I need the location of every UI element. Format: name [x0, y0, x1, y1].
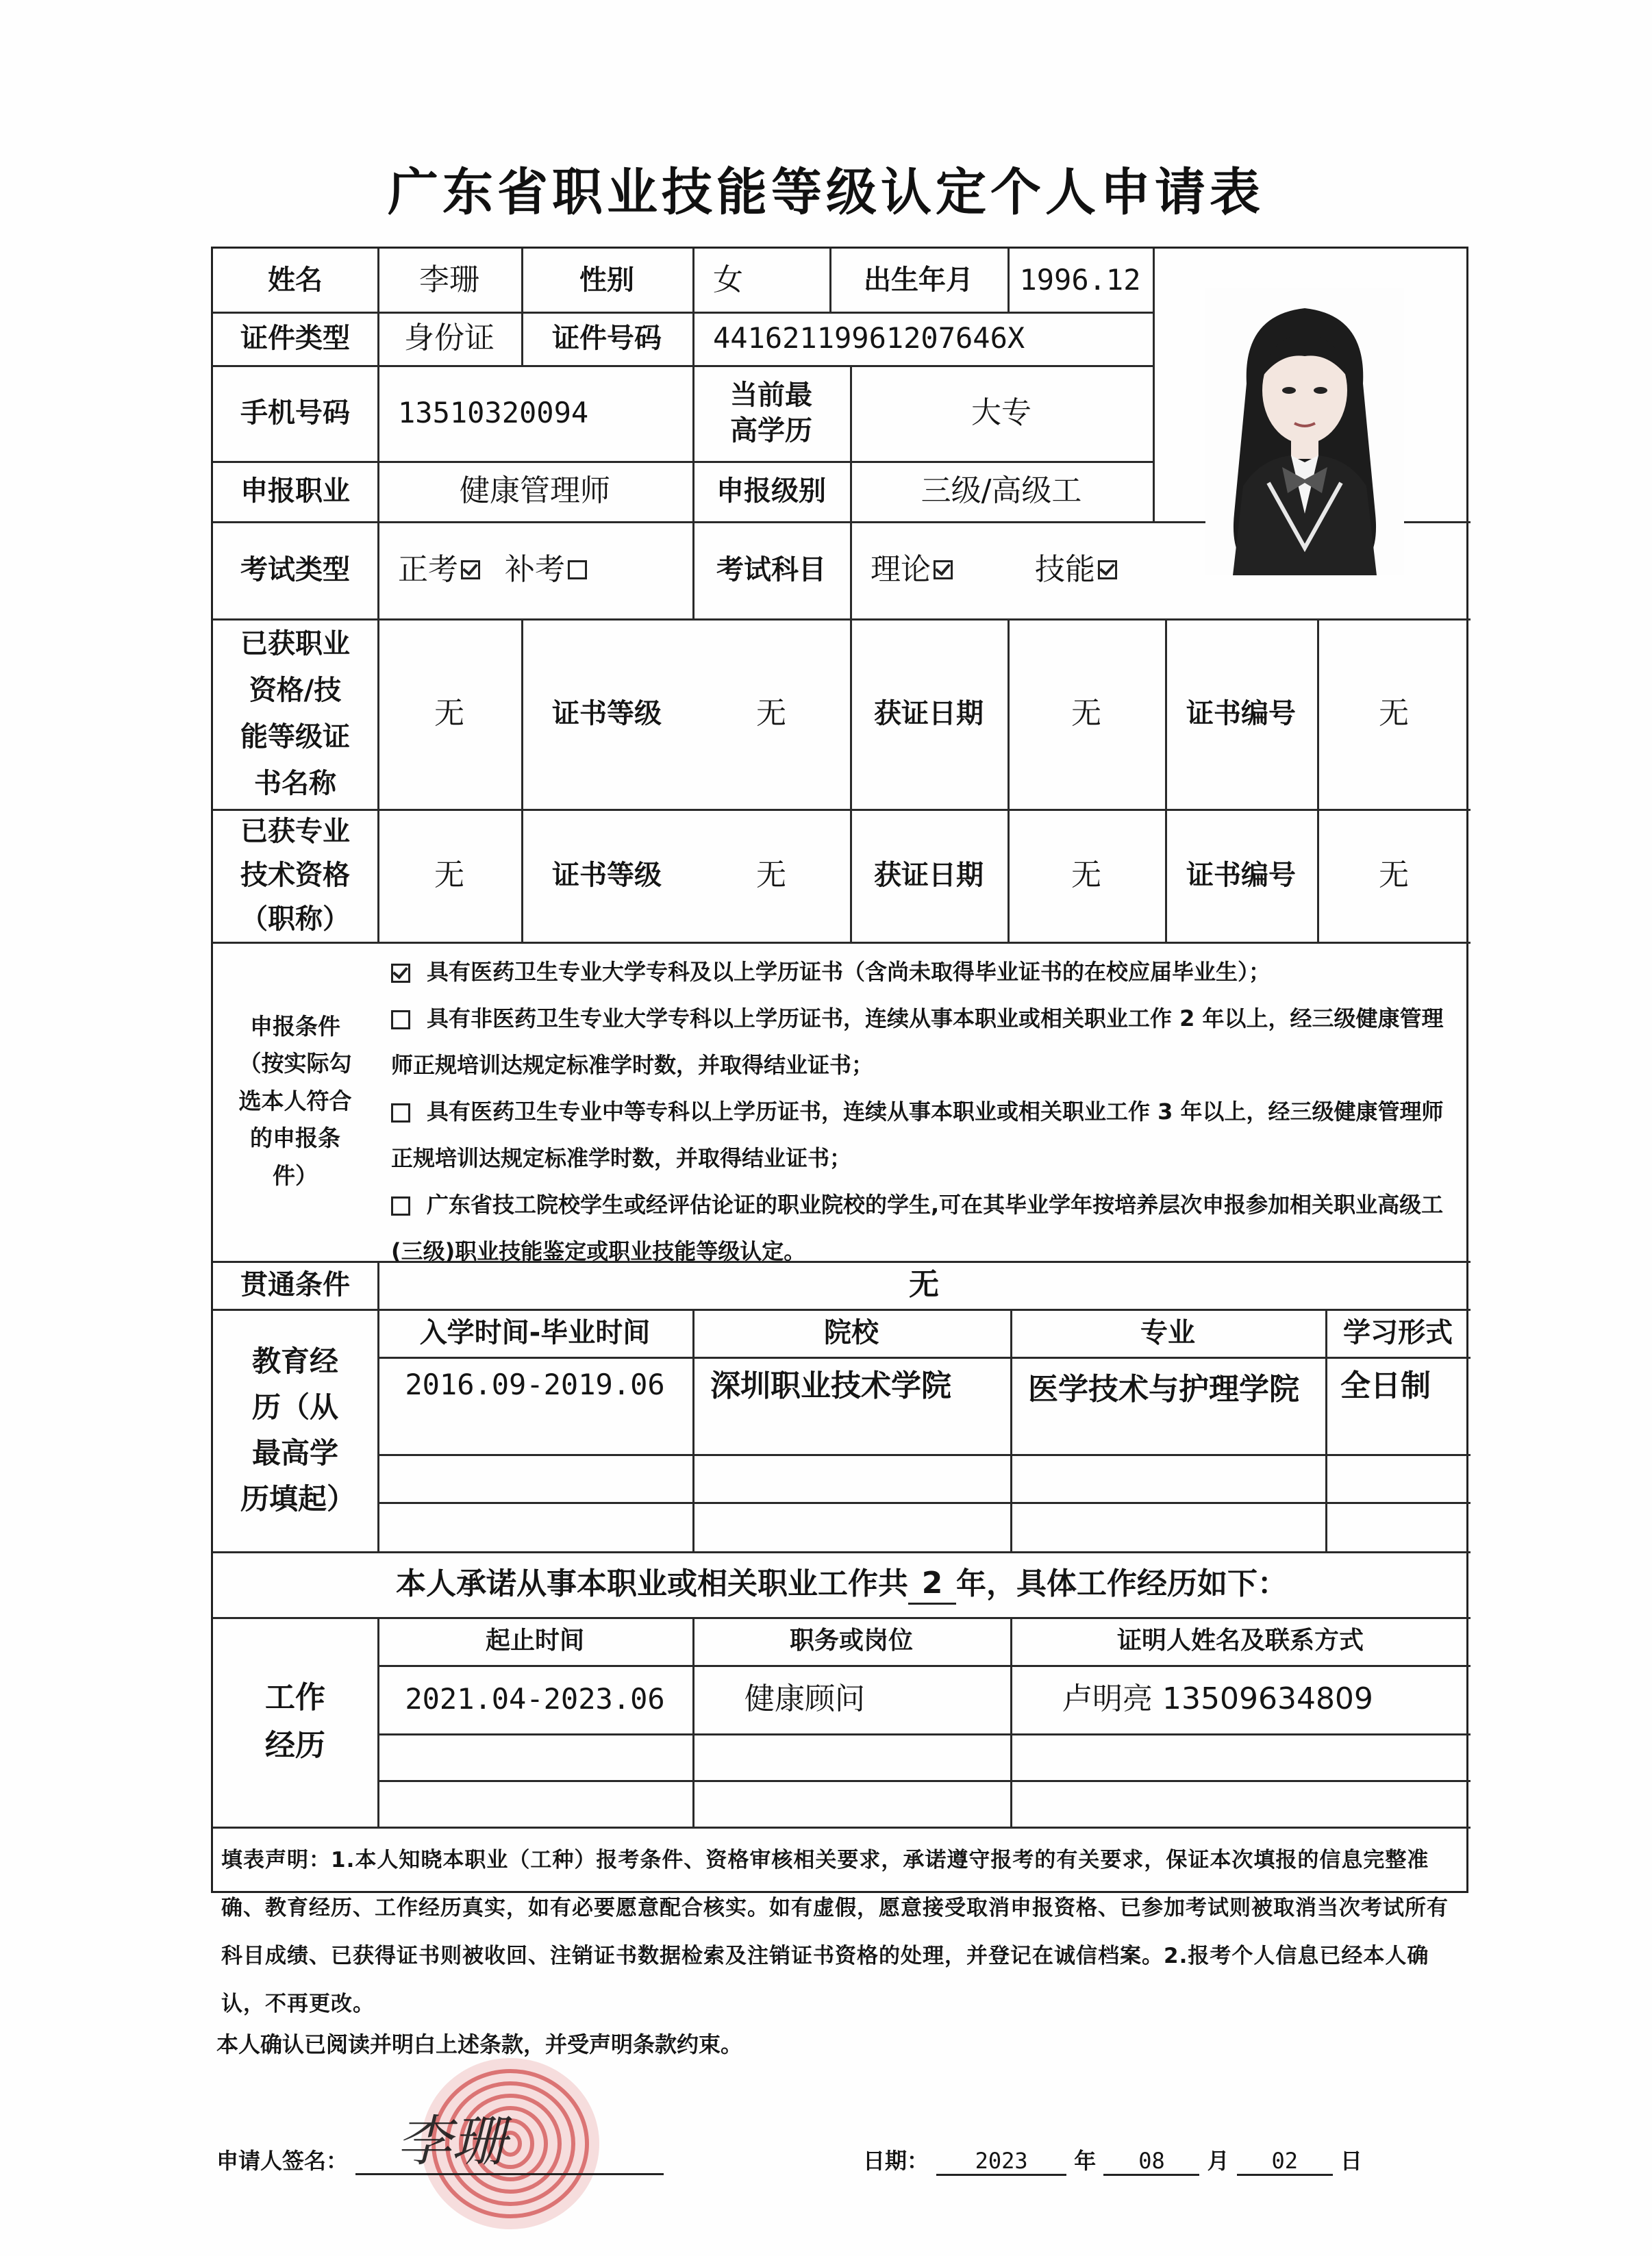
exam-type-bukao-label: 补考 — [505, 552, 565, 588]
conditions-label: 申报条件（按实际勾选本人符合的申报条件） — [238, 1012, 352, 1189]
birth-label: 出生年月 — [864, 264, 973, 296]
cert-row-2-date-label: 获证日期 — [874, 860, 984, 891]
zhengkao-checkbox[interactable] — [461, 560, 480, 579]
work-label: 工作经历 — [265, 1679, 325, 1763]
date-label: 日期： — [863, 2148, 929, 2174]
job-label: 申报职业 — [240, 475, 350, 507]
theory-label: 理论 — [871, 552, 931, 588]
level-label: 申报级别 — [716, 475, 826, 507]
exam-type-options — [377, 521, 692, 618]
condition-3-checkbox[interactable] — [391, 1103, 410, 1123]
work-row-position[interactable]: 健康顾问 — [744, 1681, 865, 1717]
form-title: 广东省职业技能等级认定个人申请表 — [388, 163, 1264, 222]
edu-field[interactable]: 大专 — [971, 395, 1031, 431]
job-field[interactable]: 健康管理师 — [460, 473, 610, 509]
date-row — [863, 2144, 1362, 2176]
promise-years-field[interactable]: 2 — [908, 1564, 956, 1605]
level-field[interactable]: 三级/高级工 — [921, 473, 1082, 509]
gender-field[interactable]: 女 — [713, 262, 743, 298]
year-unit: 年 — [1074, 2148, 1097, 2174]
condition-1-checkbox[interactable] — [391, 964, 410, 983]
through-field[interactable]: 无 — [909, 1267, 939, 1303]
birth-field[interactable]: 1996.12 — [1019, 262, 1141, 297]
gender-label: 性别 — [579, 264, 634, 296]
cert-row-2-label: 已获专业技术资格（职称） — [240, 816, 350, 935]
condition-2-text: 具有非医药卫生专业大学专科以上学历证书，连续从事本职业或相关职业工作 2 年以上，经三级健康管理师正规培训达规定标准学时数，并取得结业证书； — [391, 1005, 1444, 1078]
cert-row-2-grade-label: 证书等级 — [552, 860, 662, 891]
cert-row-2-date[interactable]: 无 — [1071, 857, 1101, 893]
cert-row-1-name[interactable]: 无 — [434, 696, 464, 731]
skill-checkbox[interactable] — [1098, 560, 1117, 579]
id-no-field[interactable]: 44162119961207646X — [713, 321, 1025, 355]
condition-3-text: 具有医药卫生专业中等专科以上学历证书，连续从事本职业或相关职业工作 3 年以上，经三级健康管理师正规培训达规定标准学时数，并取得结业证书； — [391, 1099, 1444, 1171]
work-row-reference[interactable]: 卢明亮 13509634809 — [1062, 1681, 1373, 1717]
date-year-field[interactable]: 2023 — [936, 2148, 1066, 2176]
date-day-field[interactable]: 02 — [1237, 2148, 1333, 2176]
edu-row-school[interactable]: 深圳职业技术学院 — [710, 1368, 951, 1403]
cert-row-1-grade[interactable]: 无 — [756, 696, 786, 731]
work-header-period: 起止时间 — [485, 1626, 584, 1655]
id-no-label: 证件号码 — [552, 323, 662, 354]
cert-row-1-date[interactable]: 无 — [1071, 696, 1101, 731]
confirm-text: 本人确认已阅读并明白上述条款，并受声明条款约束。 — [216, 2031, 743, 2057]
handwritten-signature: 李珊 — [397, 2109, 507, 2173]
condition-1-text: 具有医药卫生专业大学专科及以上学历证书（含尚未取得毕业证书的在校应届毕业生）； — [427, 959, 1271, 985]
edu-row-major[interactable]: 医学技术与护理学院 — [1028, 1372, 1299, 1407]
month-unit: 月 — [1207, 2148, 1229, 2174]
phone-field[interactable]: 13510320094 — [398, 395, 589, 429]
edu-row-mode[interactable]: 全日制 — [1340, 1368, 1431, 1403]
cert-row-1-no-label: 证书编号 — [1186, 698, 1296, 729]
phone-label: 手机号码 — [240, 397, 350, 429]
condition-4-text: 广东省技工院校学生或经评估论证的职业院校的学生,可在其毕业学年按培养层次申报参加相关职业高级工(三级)职业技能鉴定或职业技能等级认定。 — [391, 1192, 1444, 1264]
edu-header-period: 入学时间-毕业时间 — [419, 1317, 651, 1349]
cert-row-2-no-label: 证书编号 — [1186, 860, 1296, 891]
cert-row-1-date-label: 获证日期 — [874, 698, 984, 729]
declaration-text: 填表声明：1.本人知晓本职业（工种）报考条件、资格审核相关要求，承诺遵守报考的有关要求，保证本次填报的信息完整准确、教育经历、工作经历真实，如有必要愿意配合核实。如有虚假，愿意接受取消申报资格、已参加考试则被取消当次考试所有科目成绩、已获得证书则被收回、注销证书数据检索及注销证书资格的处理，并登记在诚信档案。2.报考个人信息已经本人确认，不再更改。 — [221, 1848, 1449, 2016]
name-label: 姓名 — [268, 264, 323, 296]
education-label: 教育经历（从最高学历填起） — [240, 1344, 356, 1516]
bukao-checkbox[interactable] — [568, 560, 587, 579]
work-header-position: 职务或岗位 — [789, 1626, 913, 1655]
exam-type-zhengkao-label: 正考 — [398, 552, 458, 588]
edu-header-mode: 学习形式 — [1343, 1317, 1453, 1349]
name-field[interactable]: 李珊 — [419, 262, 479, 298]
signature-label: 申请人签名： — [216, 2148, 349, 2174]
cert-row-1-no[interactable]: 无 — [1379, 696, 1409, 731]
cert-row-2-grade[interactable]: 无 — [756, 857, 786, 893]
through-label: 贯通条件 — [240, 1269, 350, 1301]
date-month-field[interactable]: 08 — [1103, 2148, 1199, 2176]
edu-header-major: 专业 — [1140, 1317, 1195, 1349]
condition-item-3 — [391, 1088, 1460, 1181]
promise-line — [213, 1551, 1470, 1617]
theory-checkbox[interactable] — [934, 560, 953, 579]
cert-row-2-name[interactable]: 无 — [434, 857, 464, 893]
edu-label: 当前最高学历 — [730, 379, 812, 447]
cert-row-1-label: 已获职业资格/技能等级证书名称 — [240, 628, 350, 799]
exam-type-label: 考试类型 — [240, 554, 350, 586]
condition-item-2 — [391, 995, 1460, 1088]
promise-prefix: 本人承诺从事本职业或相关职业工作共 — [396, 1566, 908, 1602]
work-header-reference: 证明人姓名及联系方式 — [1116, 1626, 1364, 1655]
signature-row — [216, 2109, 664, 2175]
cert-row-1-grade-label: 证书等级 — [552, 698, 662, 729]
applicant-photo — [1205, 288, 1404, 575]
promise-suffix: 年，具体工作经历如下： — [956, 1566, 1288, 1602]
exam-subject-label: 考试科目 — [716, 554, 826, 586]
signature-field[interactable] — [355, 2109, 664, 2175]
skill-label: 技能 — [1035, 552, 1095, 588]
day-unit: 日 — [1340, 2148, 1362, 2174]
id-type-label: 证件类型 — [240, 323, 350, 354]
condition-4-checkbox[interactable] — [391, 1196, 410, 1216]
cert-row-2-no[interactable]: 无 — [1379, 857, 1409, 893]
edu-header-school: 院校 — [824, 1317, 879, 1349]
edu-row-period[interactable]: 2016.09-2019.06 — [405, 1368, 665, 1401]
condition-item-1 — [391, 949, 1460, 995]
id-type-field[interactable]: 身份证 — [404, 321, 495, 356]
work-row-period[interactable]: 2021.04-2023.06 — [405, 1681, 665, 1716]
condition-2-checkbox[interactable] — [391, 1010, 410, 1029]
